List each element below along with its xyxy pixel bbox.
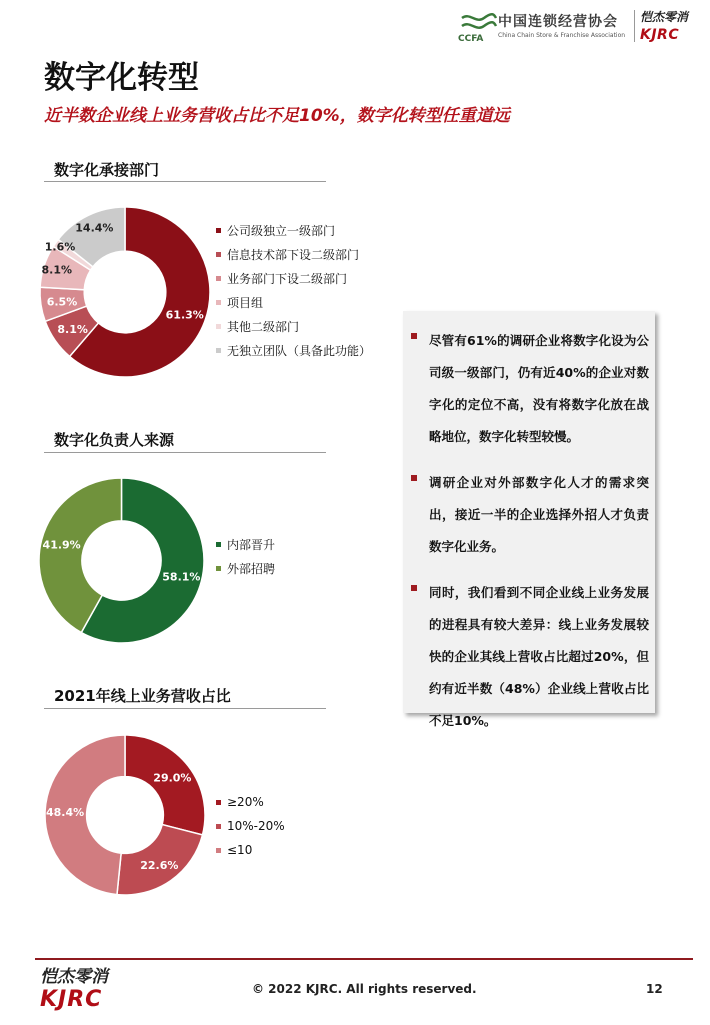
- slice-label: 58.1%: [162, 570, 201, 584]
- slice-label: 8.1%: [57, 323, 88, 337]
- page-title: 数字化转型: [44, 60, 199, 96]
- kjrc-handwriting: 恺杰零消: [640, 10, 689, 24]
- donut-chart-revenue: [45, 735, 205, 895]
- legend-item: [216, 338, 371, 362]
- legend-swatch: [216, 228, 221, 233]
- bullet-square-icon: [411, 585, 417, 591]
- donut-svg-leader: [39, 478, 204, 643]
- legend-label: ≥20%: [227, 795, 264, 809]
- legend-swatch: [216, 276, 221, 281]
- legend-swatch: [216, 348, 221, 353]
- insight-text: 尽管有61%的调研企业将数字化设为公司级一级部门，仍有近40%的企业对数字化的定位不高，没有将数字化放在战略地位，数字化转型较慢。: [429, 333, 649, 444]
- legend-label: 业务部门下设二级部门: [227, 271, 348, 286]
- copyright: © 2022 KJRC. All rights reserved.: [252, 982, 477, 996]
- legend-label: 外部招聘: [227, 561, 276, 576]
- legend-swatch: [216, 324, 221, 329]
- legend-label: 无独立团队（具备此功能）: [227, 343, 372, 358]
- slice-label: 6.5%: [46, 295, 78, 309]
- legend-item: [216, 242, 371, 266]
- footer-divider: [35, 958, 693, 960]
- footer-kjrc-logo: [40, 962, 120, 1018]
- legend-item: [216, 266, 371, 290]
- slice-label: 48.4%: [46, 805, 85, 819]
- slice-label: 29.0%: [153, 771, 192, 785]
- legend-label: 内部晋升: [227, 537, 276, 552]
- legend-item: [216, 556, 275, 580]
- slice-label: 14.4%: [75, 221, 114, 235]
- ccfa-short: CCFA: [458, 34, 484, 44]
- legend-label: 10%-20%: [227, 819, 285, 833]
- legend-item: [216, 814, 285, 838]
- ccfa-name-en: China Chain Store & Franchise Association: [498, 32, 626, 39]
- donut-svg-revenue: [45, 735, 205, 895]
- insight-item: [411, 467, 649, 563]
- legend-department: [216, 218, 371, 362]
- legend-item: [216, 290, 371, 314]
- kjrc-wordmark: KJRC: [640, 27, 680, 43]
- insight-text: 调研企业对外部数字化人才的需求突出，接近一半的企业选择外招人才负责数字化业务。: [429, 475, 649, 554]
- legend-label: 信息技术部下设二级部门: [227, 247, 360, 262]
- legend-item: [216, 790, 285, 814]
- section-divider: [44, 452, 326, 453]
- insight-box: [403, 311, 655, 728]
- page-subtitle: 近半数企业线上业务营收占比不足10%，数字化转型任重道远: [44, 106, 510, 126]
- legend-label: 公司级独立一级部门: [227, 223, 336, 238]
- kjrc-logo-small: [640, 8, 698, 44]
- legend-swatch: [216, 542, 221, 547]
- slice-label: 61.3%: [165, 308, 204, 322]
- legend-item: [216, 532, 275, 556]
- bullet-square-icon: [411, 475, 417, 481]
- section-title-department: 数字化承接部门: [54, 161, 160, 179]
- legend-swatch: [216, 824, 221, 829]
- insight-item: [411, 325, 649, 453]
- legend-leader: [216, 532, 275, 580]
- legend-label: 项目组: [227, 295, 264, 310]
- legend-label: ≤10: [227, 843, 253, 857]
- legend-swatch: [216, 800, 221, 805]
- slice-label: 22.6%: [140, 859, 179, 873]
- header-divider: [634, 10, 635, 42]
- footer-kjrc-wordmark: KJRC: [40, 987, 103, 1012]
- legend-swatch: [216, 848, 221, 853]
- section-divider: [44, 708, 326, 709]
- legend-swatch: [216, 300, 221, 305]
- insight-item: [411, 577, 649, 737]
- donut-slice: [125, 735, 205, 835]
- legend-swatch: [216, 566, 221, 571]
- legend-revenue: [216, 790, 285, 862]
- section-divider: [44, 181, 326, 182]
- section-title-revenue: 2021年线上业务营收占比: [54, 687, 231, 705]
- legend-swatch: [216, 252, 221, 257]
- slice-label: 41.9%: [42, 538, 81, 552]
- donut-svg-department: [40, 207, 210, 377]
- legend-item: [216, 838, 285, 862]
- donut-chart-department: [40, 207, 210, 377]
- ccfa-name-cn: 中国连锁经营协会: [498, 14, 618, 30]
- slice-label: 8.1%: [41, 263, 73, 277]
- insight-text: 同时，我们看到不同企业线上业务发展的进程具有较大差异：线上业务发展较快的企业其线上营收占比超过20%，但约有近半数（48%）企业线上营收占比不足10%。: [429, 585, 649, 728]
- header-logo: [458, 8, 698, 46]
- bullet-square-icon: [411, 333, 417, 339]
- legend-item: [216, 218, 371, 242]
- page-number: 12: [646, 982, 663, 996]
- legend-item: [216, 314, 371, 338]
- section-title-leader: 数字化负责人来源: [54, 431, 175, 449]
- donut-chart-leader: [39, 478, 204, 643]
- slice-label: 1.6%: [44, 240, 76, 254]
- footer-kjrc-handwriting: 恺杰零消: [40, 967, 108, 987]
- legend-label: 其他二级部门: [227, 319, 300, 334]
